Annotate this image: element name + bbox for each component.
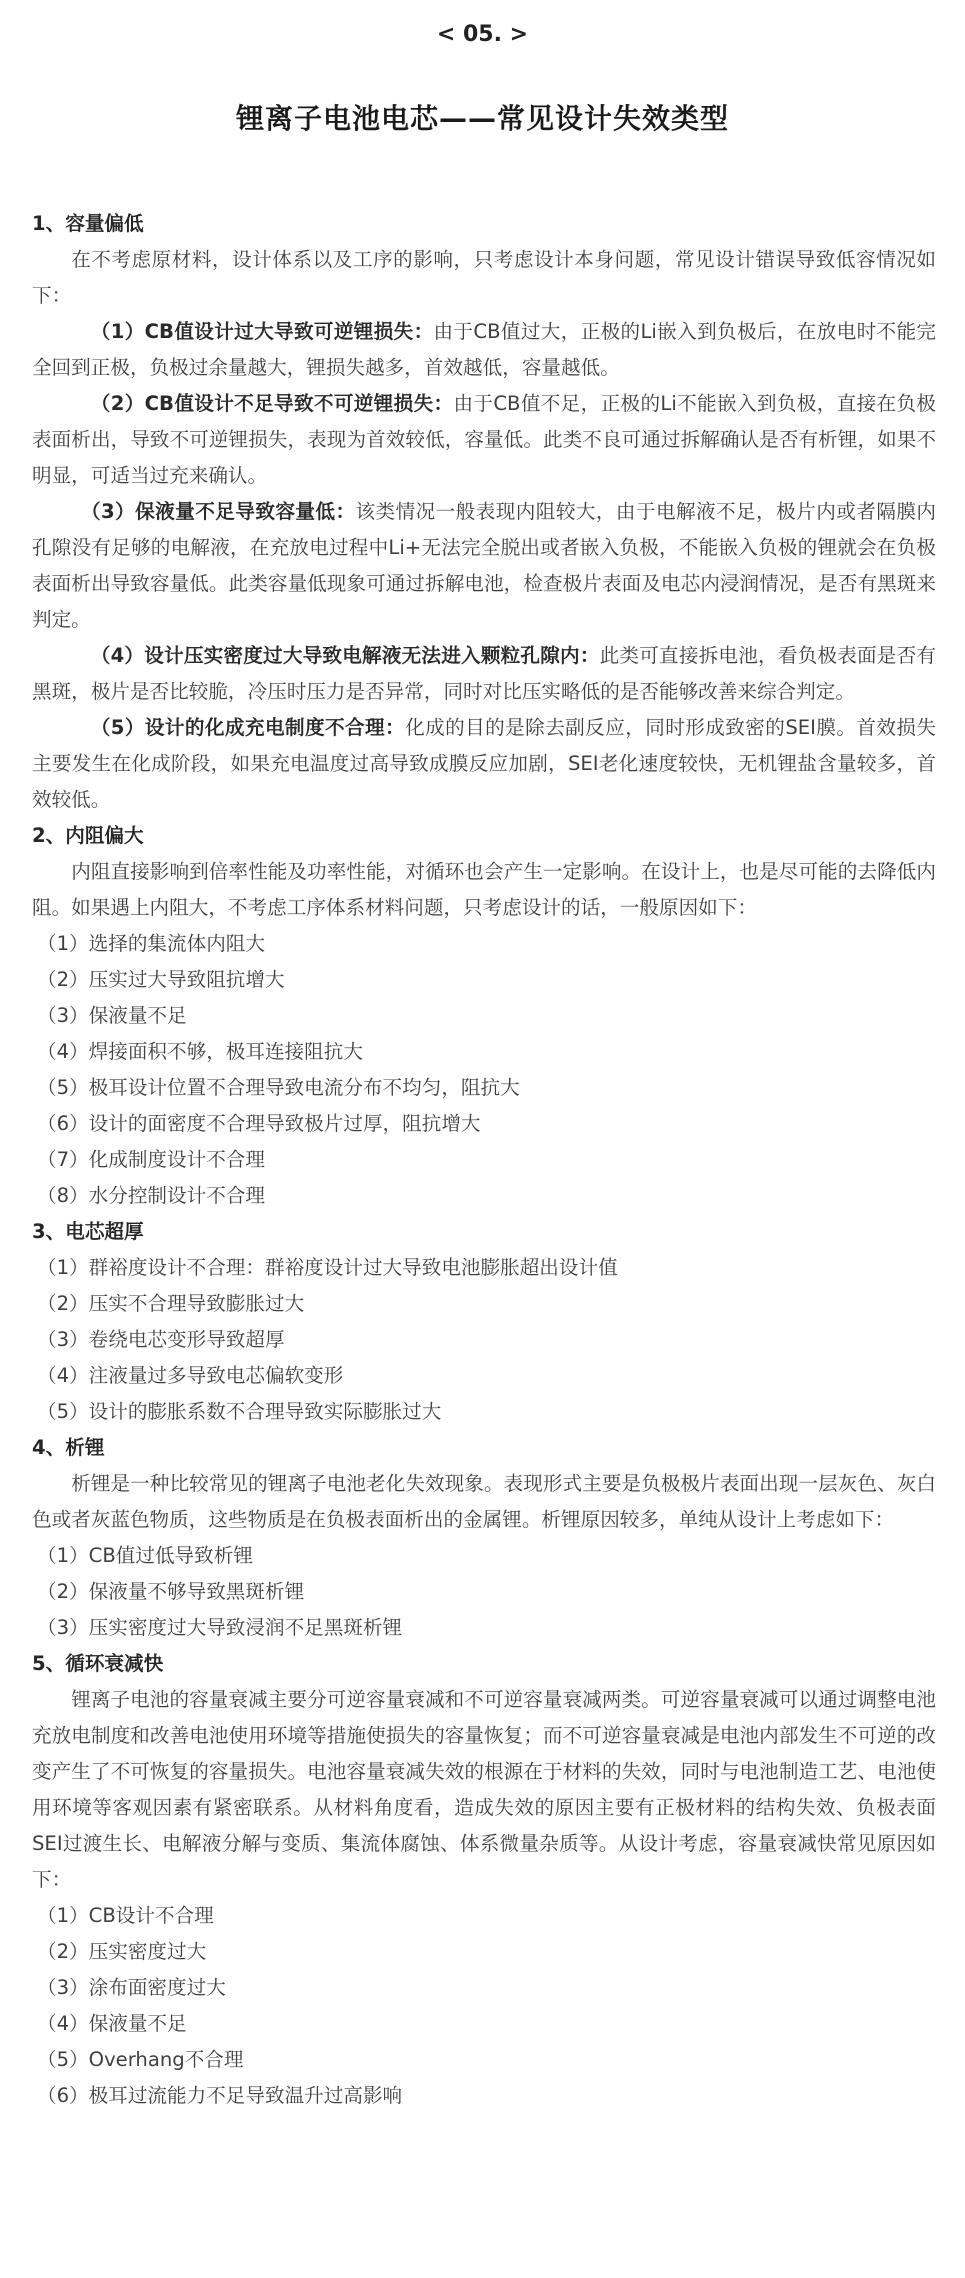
list-item: （3）压实密度过大导致浸润不足黑斑析锂 [37,1616,403,1639]
list-item: （1）群裕度设计不合理：群裕度设计过大导致电池膨胀超出设计值 [37,1256,618,1279]
list-item: （5）Overhang不合理 [37,2048,244,2071]
list-item: （3）涂布面密度过大 [37,1976,226,1999]
list-item: （4）注液量过多导致电芯偏软变形 [37,1364,344,1387]
section-heading-cycle-fade: 5、循环衰减快 [32,1652,164,1675]
cause-paragraph [32,710,936,818]
list-item: （8）水分控制设计不合理 [37,1184,265,1207]
cause-title: （4）设计压实密度过大导致电解液无法进入颗粒孔隙内： [90,644,600,667]
section-intro: 内阻直接影响到倍率性能及功率性能，对循环也会产生一定影响。在设计上，也是尽可能的去降低内阻。如果遇上内阻大，不考虑工序体系材料问题，只考虑设计的话，一般原因如下： [32,860,936,919]
list-item: （2）压实密度过大 [37,1940,207,1963]
section-heading-cell-overthick: 3、电芯超厚 [32,1220,144,1243]
cause-title: （2）CB值设计不足导致不可逆锂损失： [90,392,454,415]
list-item: （2）保液量不够导致黑斑析锂 [37,1580,305,1603]
section-intro: 锂离子电池的容量衰减主要分可逆容量衰减和不可逆容量衰减两类。可逆容量衰减可以通过调整电池充放电制度和改善电池使用环境等措施使损失的容量恢复；而不可逆容量衰减是电池内部发生不可逆的改变产生了不可恢复的容量损失。电池容量衰减失效的根源在于材料的失效，同时与电池制造工艺、电池使用环境等客观因素有紧密联系。从材料角度看，造成失效的原因主要有正极材料的结构失效、负极表面SEI过渡生长、电解液分解与变质、集流体腐蚀、体系微量杂质等。从设计考虑，容量衰减快常见原因如下： [32,1688,936,1891]
cause-title: （1）CB值设计过大导致可逆锂损失： [90,320,434,343]
cause-text: 化成的目的是除去副反应，同时形成致密的SEI膜。首效损失主要发生在化成阶段，如果充电温度过高导致成膜反应加剧，SEI老化速度较快，无机锂盐含量较多，首效较低。 [32,716,936,811]
section-heading-capacity-low: 1、容量偏低 [32,212,144,235]
list-item: （3）卷绕电芯变形导致超厚 [37,1328,285,1351]
section-heading-resistance-high: 2、内阻偏大 [32,824,144,847]
list-item: （5）设计的膨胀系数不合理导致实际膨胀过大 [37,1400,442,1423]
list-item: （6）设计的面密度不合理导致极片过厚，阻抗增大 [37,1112,481,1135]
list-item: （1）CB值过低导致析锂 [37,1544,253,1567]
chapter-number: < 05. > [436,22,529,47]
list-item: （1）CB设计不合理 [37,1904,214,1927]
list-item: （3）保液量不足 [37,1004,187,1027]
list-item: （4）焊接面积不够，极耳连接阻抗大 [37,1040,363,1063]
cause-paragraph [32,638,936,710]
list-item: （2）压实不合理导致膨胀过大 [37,1292,305,1315]
list-item: （5）极耳设计位置不合理导致电流分布不均匀，阻抗大 [37,1076,520,1099]
cause-text: 由于CB值过大，正极的Li嵌入到负极后，在放电时不能完全回到正极，负极过余量越大，锂损失越多，首效越低，容量越低。 [32,320,936,379]
cause-paragraph [32,494,936,638]
cause-paragraph [32,314,936,386]
section-heading-lithium-plating: 4、析锂 [32,1436,105,1459]
section-intro: 析锂是一种比较常见的锂离子电池老化失效现象。表现形式主要是负极极片表面出现一层灰色、灰白色或者灰蓝色物质，这些物质是在负极表面析出的金属锂。析锂原因较多，单纯从设计上考虑如下： [32,1472,936,1531]
list-item: （1）选择的集流体内阻大 [37,932,265,955]
list-item: （4）保液量不足 [37,2012,187,2035]
cause-text: 由于CB值不足，正极的Li不能嵌入到负极，直接在负极表面析出，导致不可逆锂损失，表现为首效较低，容量低。此类不良可通过拆解确认是否有析锂，如果不明显，可适当过充来确认。 [32,392,936,487]
list-item: （6）极耳过流能力不足导致温升过高影响 [37,2084,403,2107]
cause-title: （5）设计的化成充电制度不合理： [90,716,406,739]
list-item: （7）化成制度设计不合理 [37,1148,265,1171]
article-body [32,206,936,2114]
cause-paragraph [32,386,936,494]
cause-title: （3）保液量不足导致容量低： [81,500,356,523]
cause-text: 此类可直接拆电池，看负极表面是否有黑斑，极片是否比较脆，冷压时压力是否异常，同时对比压实略低的是否能够改善来综合判定。 [32,644,937,703]
list-item: （2）压实过大导致阻抗增大 [37,968,285,991]
article-title: 锂离子电池电芯——常见设计失效类型 [235,102,729,135]
section-intro: 在不考虑原材料，设计体系以及工序的影响，只考虑设计本身问题，常见设计错误导致低容情况如下： [32,248,936,307]
cause-text: 该类情况一般表现内阻较大，由于电解液不足，极片内或者隔膜内孔隙没有足够的电解液，在充放电过程中Li+无法完全脱出或者嵌入负极，不能嵌入负极的锂就会在负极表面析出导致容量低。此类容量低现象可通过拆解电池，检查极片表面及电芯内浸润情况，是否有黑斑来判定。 [32,500,936,631]
